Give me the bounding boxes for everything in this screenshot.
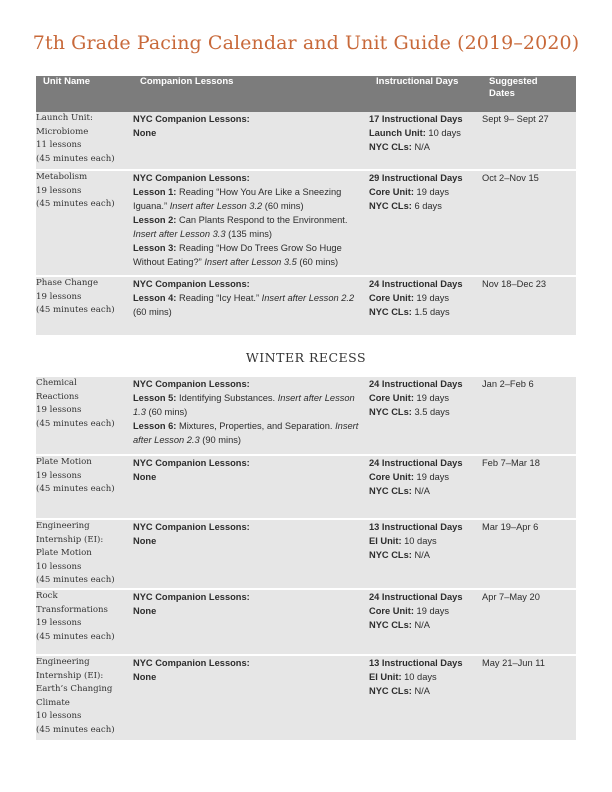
header-unit-name: Unit Name (36, 76, 133, 112)
lesson-time: (135 mins) (225, 229, 273, 239)
unit-name-line: Transformations (36, 604, 108, 615)
table-row (36, 455, 576, 519)
lesson-text: Identifying Substances. (176, 393, 278, 403)
lesson-insert: Insert after Lesson 3.2 (169, 201, 263, 211)
recess-row (36, 336, 576, 377)
suggested-dates-cell (482, 377, 576, 455)
table-row (36, 112, 576, 170)
lesson-label: Lesson 4: (133, 293, 177, 303)
cl-days-label: NYC CLs: (369, 486, 412, 496)
lesson-text: Can Plants Respond to the Environment. (176, 215, 348, 225)
unit-name-line: 19 lessons (36, 291, 82, 302)
companion-heading: NYC Companion Lessons: (133, 279, 250, 289)
unit-days-value: 10 days (401, 672, 437, 682)
unit-name-line: Reactions (36, 391, 79, 402)
lesson-insert: Insert after Lesson 1.3 (133, 393, 355, 417)
unit-name-cell (36, 455, 133, 519)
header-instructional-days: Instructional Days (369, 76, 482, 112)
unit-name-line: (45 minutes each) (36, 724, 115, 735)
table-row (36, 519, 576, 589)
unit-name-line: Plate Motion (36, 457, 92, 467)
unit-name-line: 19 lessons (36, 185, 82, 196)
suggested-dates: May 21–Jun 11 (482, 658, 545, 668)
lesson-insert: Insert after Lesson 3.3 (133, 229, 226, 239)
unit-days-label: Core Unit: (369, 187, 414, 197)
unit-days-label: Core Unit: (369, 606, 414, 616)
suggested-dates-cell (482, 655, 576, 741)
suggested-dates-cell (482, 519, 576, 589)
suggested-dates-cell (482, 112, 576, 170)
table-row (36, 589, 576, 655)
companion-lessons-cell (133, 589, 369, 655)
unit-name-cell (36, 655, 133, 741)
lesson-text: Reading “How Do Trees Grow So Huge Without Eating?” (133, 243, 342, 267)
lesson-time: (60 mins) (296, 257, 339, 267)
cl-days-label: NYC CLs: (369, 686, 412, 696)
days-total: 24 Instructional Days (369, 379, 463, 389)
unit-name-line: Phase Change (36, 278, 99, 288)
unit-days-label: EI Unit: (369, 672, 402, 682)
companion-lesson (133, 187, 341, 211)
companion-lessons-cell (133, 276, 369, 336)
suggested-dates: Feb 7–Mar 18 (482, 458, 540, 468)
unit-name-line: 10 lessons (36, 711, 82, 722)
cl-days-label: NYC CLs: (369, 142, 412, 152)
unit-name-line: Earth’s Changing (36, 684, 113, 695)
unit-days-value: 19 days (413, 293, 450, 303)
unit-name-line: 19 lessons (36, 470, 82, 481)
unit-days-label: Core Unit: (369, 472, 414, 482)
cl-days-value: N/A (411, 486, 430, 496)
unit-days-label: Core Unit: (369, 293, 414, 303)
table-row (36, 276, 576, 336)
lesson-label: Lesson 3: (133, 243, 177, 253)
unit-name-line: Microbiome (36, 126, 89, 137)
unit-name-line: (45 minutes each) (36, 199, 115, 210)
unit-name-line: (45 minutes each) (36, 153, 115, 164)
table-row (36, 377, 576, 455)
suggested-dates: Jan 2–Feb 6 (482, 379, 534, 389)
table-row (36, 170, 576, 276)
cl-days-value: 1.5 days (411, 307, 450, 317)
cl-days-label: NYC CLs: (369, 407, 412, 417)
unit-name-line: Internship (EI): (36, 670, 104, 681)
companion-none: None (133, 606, 157, 616)
suggested-dates-cell (482, 589, 576, 655)
companion-heading: NYC Companion Lessons: (133, 114, 250, 124)
instructional-days-cell (369, 589, 482, 655)
companion-lessons-cell (133, 170, 369, 276)
companion-heading: NYC Companion Lessons: (133, 658, 250, 668)
unit-days-value: 10 days (425, 128, 461, 138)
lesson-text: Reading “How You Are Like a Sneezing Iguana.” (133, 187, 342, 211)
unit-name-cell (36, 519, 133, 589)
unit-name-line: (45 minutes each) (36, 305, 115, 316)
suggested-dates-cell (482, 276, 576, 336)
lesson-insert: Insert after Lesson 2.3 (133, 421, 359, 445)
unit-name-line: (45 minutes each) (36, 575, 115, 586)
unit-name-cell (36, 112, 133, 170)
unit-name-line: (45 minutes each) (36, 418, 115, 429)
cl-days-value: N/A (411, 620, 430, 630)
unit-name-line: Climate (36, 697, 70, 708)
days-total: 24 Instructional Days (369, 592, 463, 602)
suggested-dates-cell (482, 170, 576, 276)
lesson-time: (60 mins) (133, 307, 172, 317)
unit-name-line: Launch Unit: (36, 113, 93, 123)
lesson-label: Lesson 5: (133, 393, 177, 403)
companion-none: None (133, 536, 157, 546)
suggested-dates: Mar 19–Apr 6 (482, 522, 539, 532)
instructional-days-cell (369, 455, 482, 519)
unit-name-line: (45 minutes each) (36, 631, 115, 642)
lesson-text: Reading “Icy Heat.” (176, 293, 262, 303)
cl-days-label: NYC CLs: (369, 620, 412, 630)
companion-none: None (133, 672, 157, 682)
lesson-time: (60 mins) (145, 407, 188, 417)
header-companion-lessons: Companion Lessons (133, 76, 369, 112)
unit-name-line: 19 lessons (36, 405, 82, 416)
unit-name-line: (45 minutes each) (36, 484, 115, 495)
unit-name-line: Internship (EI): (36, 534, 104, 545)
unit-days-value: 19 days (413, 393, 450, 403)
instructional-days-cell (369, 170, 482, 276)
unit-name-cell (36, 276, 133, 336)
companion-lessons-cell (133, 519, 369, 589)
companion-heading: NYC Companion Lessons: (133, 592, 250, 602)
days-total: 17 Instructional Days (369, 114, 463, 124)
header-dates-line2: Dates (489, 88, 515, 99)
companion-heading: NYC Companion Lessons: (133, 458, 250, 468)
companion-lessons-cell (133, 112, 369, 170)
unit-name-line: Chemical (36, 378, 77, 388)
unit-name-line: Plate Motion (36, 548, 92, 559)
companion-lesson (133, 393, 355, 417)
cl-days-label: NYC CLs: (369, 201, 412, 211)
suggested-dates-cell (482, 455, 576, 519)
unit-name-line: 19 lessons (36, 618, 82, 629)
companion-lesson (133, 293, 354, 317)
companion-heading: NYC Companion Lessons: (133, 173, 250, 183)
days-total: 29 Instructional Days (369, 173, 463, 183)
companion-none: None (133, 128, 157, 138)
cl-days-label: NYC CLs: (369, 550, 412, 560)
unit-days-label: EI Unit: (369, 536, 402, 546)
unit-name-line: Engineering (36, 657, 90, 667)
companion-heading: NYC Companion Lessons: (133, 379, 250, 389)
unit-name-line: Rock (36, 591, 58, 601)
unit-days-label: Launch Unit: (369, 128, 426, 138)
unit-days-value: 19 days (413, 472, 450, 482)
table-row (36, 655, 576, 741)
unit-name-line: 10 lessons (36, 561, 82, 572)
days-total: 13 Instructional Days (369, 522, 463, 532)
cl-days-value: N/A (411, 550, 430, 560)
header-dates-line1: Suggested (489, 76, 538, 87)
unit-days-value: 19 days (413, 606, 450, 616)
companion-lesson (133, 243, 342, 267)
cl-days-value: N/A (411, 142, 430, 152)
suggested-dates: Apr 7–May 20 (482, 592, 540, 602)
instructional-days-cell (369, 112, 482, 170)
lesson-time: (60 mins) (262, 201, 304, 211)
cl-days-value: N/A (411, 686, 430, 696)
companion-lessons-cell (133, 455, 369, 519)
unit-name-cell (36, 170, 133, 276)
header-suggested-dates (482, 76, 576, 112)
lesson-insert: Insert after Lesson 2.2 (261, 293, 355, 303)
days-total: 24 Instructional Days (369, 458, 463, 468)
instructional-days-cell (369, 519, 482, 589)
unit-name-cell (36, 589, 133, 655)
table-header-row (36, 76, 576, 112)
unit-name-line: Metabolism (36, 172, 88, 182)
unit-name-line: 11 lessons (36, 140, 82, 151)
suggested-dates: Oct 2–Nov 15 (482, 173, 539, 183)
instructional-days-cell (369, 276, 482, 336)
lesson-insert: Insert after Lesson 3.5 (204, 257, 297, 267)
companion-heading: NYC Companion Lessons: (133, 522, 250, 532)
lesson-label: Lesson 2: (133, 215, 177, 225)
lesson-text: Mixtures, Properties, and Separation. (176, 421, 336, 431)
unit-name-line: Engineering (36, 521, 90, 531)
instructional-days-cell (369, 655, 482, 741)
companion-lessons-cell (133, 655, 369, 741)
lesson-time: (90 mins) (199, 435, 241, 445)
days-total: 24 Instructional Days (369, 279, 463, 289)
cl-days-label: NYC CLs: (369, 307, 412, 317)
page-title: 7th Grade Pacing Calendar and Unit Guide (2019–2020) (32, 32, 580, 54)
companion-lesson (133, 215, 347, 239)
cl-days-value: 6 days (411, 201, 442, 211)
companion-lesson (133, 421, 358, 445)
instructional-days-cell (369, 377, 482, 455)
days-total: 13 Instructional Days (369, 658, 463, 668)
winter-recess-label: WINTER RECESS (36, 336, 576, 377)
pacing-table (36, 76, 576, 742)
lesson-label: Lesson 6: (133, 421, 177, 431)
lesson-label: Lesson 1: (133, 187, 177, 197)
unit-days-value: 19 days (413, 187, 450, 197)
cl-days-value: 3.5 days (411, 407, 450, 417)
unit-days-value: 10 days (401, 536, 437, 546)
suggested-dates: Sept 9– Sept 27 (482, 114, 549, 124)
companion-none: None (133, 472, 157, 482)
unit-name-cell (36, 377, 133, 455)
companion-lessons-cell (133, 377, 369, 455)
unit-days-label: Core Unit: (369, 393, 414, 403)
suggested-dates: Nov 18–Dec 23 (482, 279, 547, 289)
